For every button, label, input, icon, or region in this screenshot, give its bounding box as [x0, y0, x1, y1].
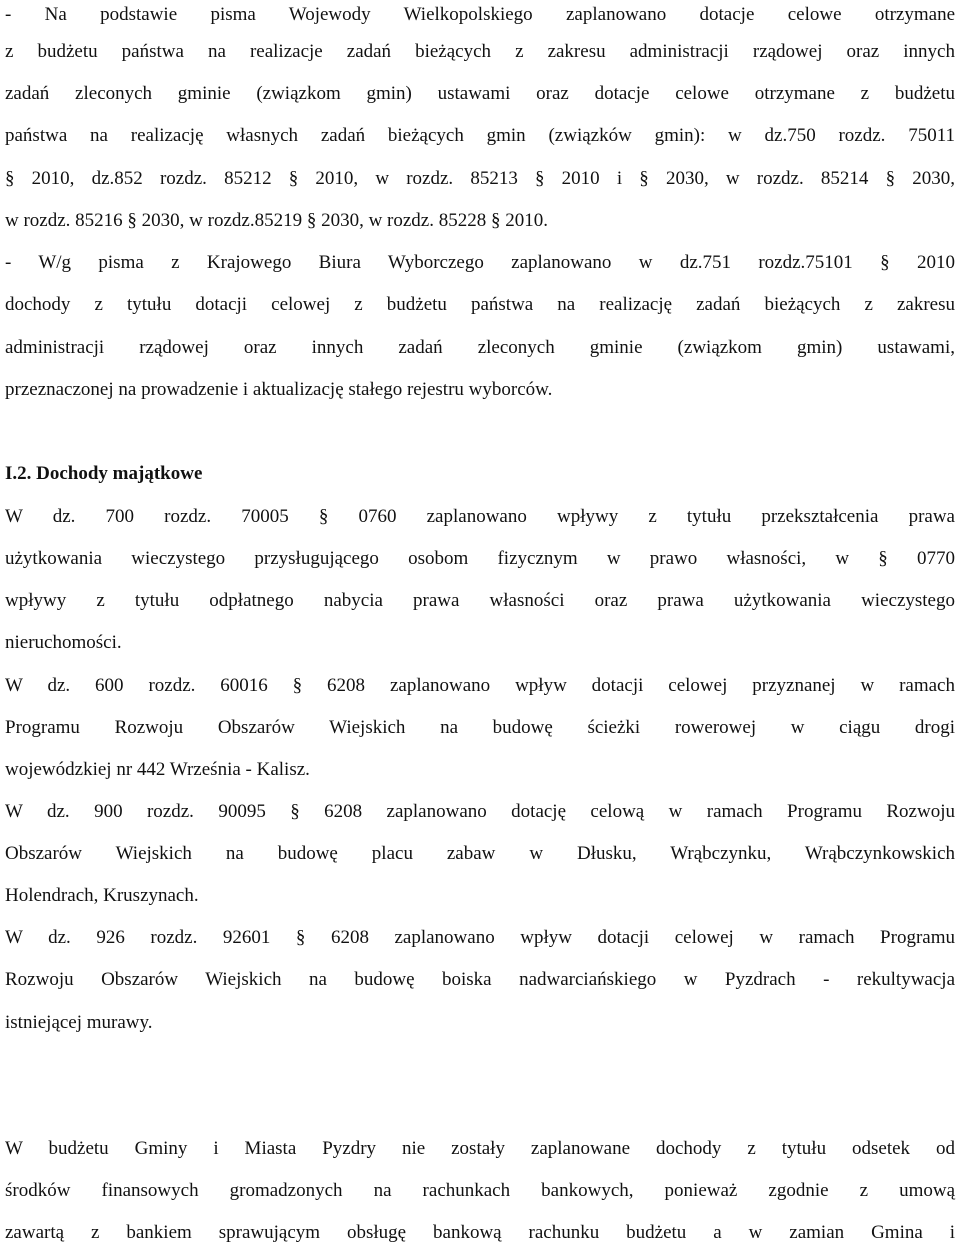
text-line: Holendrach, Kruszynach. [5, 885, 199, 906]
text-line: administracji rządowej oraz innych zadań zleconych gminie (związkom gmin) ustawami, [5, 337, 955, 358]
section-heading: I.2. Dochody majątkowe [5, 463, 203, 484]
text-line: państwa na realizację własnych zadań bieżących gmin (związków gmin): w dz.750 rozdz. 75011 [5, 125, 955, 146]
text-line: wpływy z tytułu odpłatnego nabycia prawa własności oraz prawa użytkowania wieczystego [5, 590, 955, 611]
text-line: zawartą z bankiem sprawującym obsługę bankową rachunku budżetu a w zamian Gmina i [5, 1222, 955, 1243]
text-line: W dz. 926 rozdz. 92601 § 6208 zaplanowano wpływ dotacji celowej w ramach Programu [5, 927, 955, 948]
text-line: W dz. 900 rozdz. 90095 § 6208 zaplanowano dotację celową w ramach Programu Rozwoju [5, 801, 955, 822]
text-line: dochody z tytułu dotacji celowej z budżetu państwa na realizację zadań bieżących z zakresu [5, 294, 955, 315]
text-line: W dz. 600 rozdz. 60016 § 6208 zaplanowano wpływ dotacji celowej przyznanej w ramach [5, 675, 955, 696]
text-line: środków finansowych gromadzonych na rachunkach bankowych, ponieważ zgodnie z umową [5, 1180, 955, 1201]
text-line: z budżetu państwa na realizacje zadań bieżących z zakresu administracji rządowej oraz innych [5, 41, 955, 62]
text-line: - W/g pisma z Krajowego Biura Wyborczego zaplanowano w dz.751 rozdz.75101 § 2010 [5, 252, 955, 273]
text-line: przeznaczonej na prowadzenie i aktualizację stałego rejestru wyborców. [5, 379, 553, 400]
text-line: - Na podstawie pisma Wojewody Wielkopolskiego zaplanowano dotacje celowe otrzymane [5, 4, 955, 25]
text-line: W budżetu Gminy i Miasta Pyzdry nie zostały zaplanowane dochody z tytułu odsetek od [5, 1138, 955, 1159]
text-line: zadań zleconych gminie (związkom gmin) ustawami oraz dotacje celowe otrzymane z budżetu [5, 83, 955, 104]
text-line: Programu Rozwoju Obszarów Wiejskich na budowę ścieżki rowerowej w ciągu drogi [5, 717, 955, 738]
text-line: Obszarów Wiejskich na budowę placu zabaw w Dłusku, Wrąbczynku, Wrąbczynkowskich [5, 843, 955, 864]
text-line: nieruchomości. [5, 632, 122, 653]
text-line: § 2010, dz.852 rozdz. 85212 § 2010, w rozdz. 85213 § 2010 i § 2030, w rozdz. 85214 § 2030, [5, 168, 955, 189]
text-line: wojewódzkiej nr 442 Września - Kalisz. [5, 759, 310, 780]
text-line: użytkowania wieczystego przysługującego osobom fizycznym w prawo własności, w § 0770 [5, 548, 955, 569]
text-line: W dz. 700 rozdz. 70005 § 0760 zaplanowano wpływy z tytułu przekształcenia prawa [5, 506, 955, 527]
text-line: Rozwoju Obszarów Wiejskich na budowę boiska nadwarciańskiego w Pyzdrach - rekultywacja [5, 969, 955, 990]
text-line: istniejącej murawy. [5, 1012, 153, 1033]
text-line: w rozdz. 85216 § 2030, w rozdz.85219 § 2030, w rozdz. 85228 § 2010. [5, 210, 548, 231]
